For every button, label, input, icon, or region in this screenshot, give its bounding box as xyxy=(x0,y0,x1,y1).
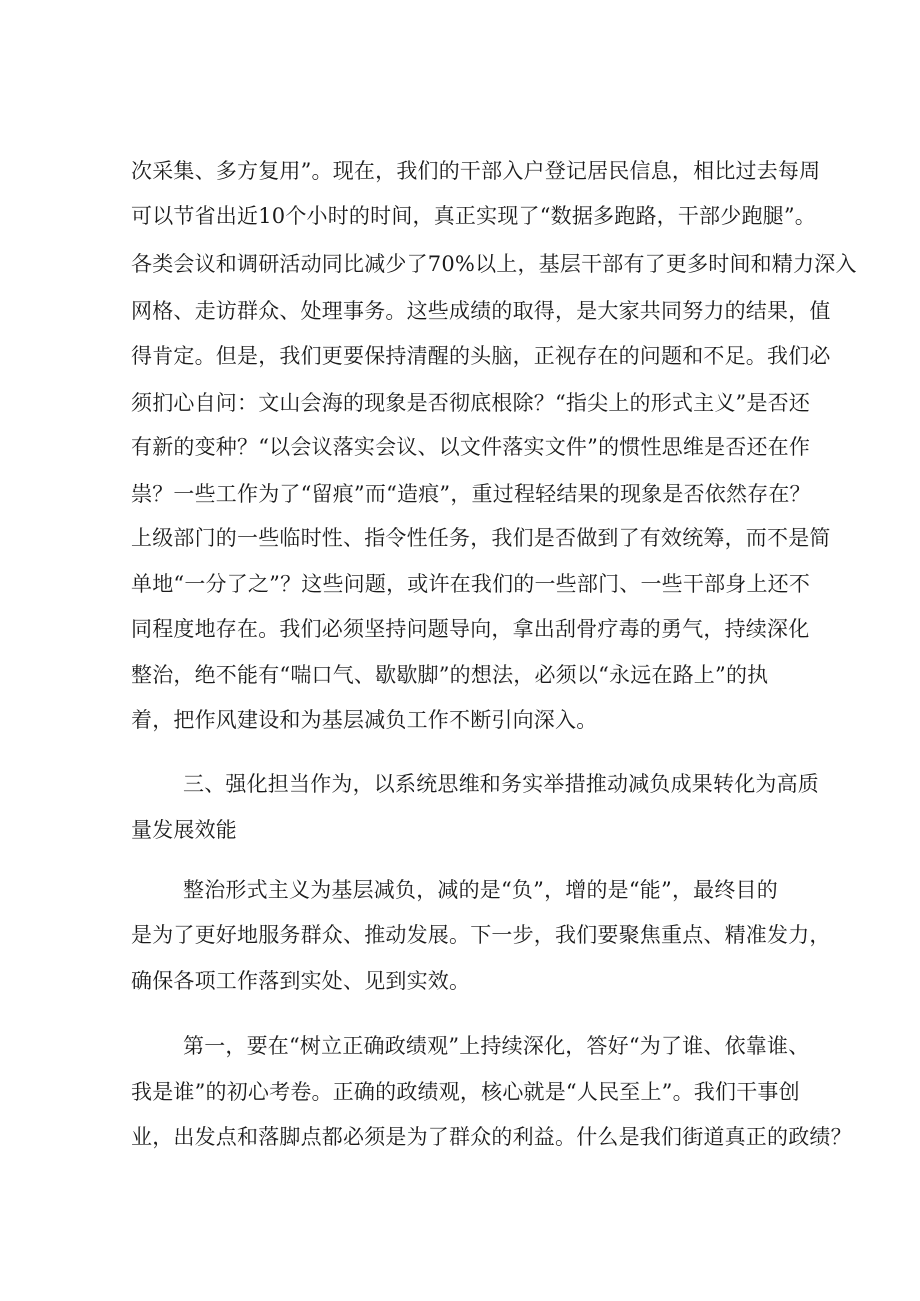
text-line: 次采集、多方复用”。现在，我们的干部入户登记居民信息，相比过去每周 xyxy=(131,159,821,183)
text-line: 可以节省出近10个小时的时间，真正实现了“数据多跑路，干部少跑腿”。 xyxy=(131,204,816,228)
heading-line: 量发展效能 xyxy=(131,818,237,842)
text-line: 各类会议和调研活动同比减少了70%以上，基层干部有了更多时间和精力深入 xyxy=(131,252,857,276)
heading-line: 三、强化担当作为，以系统思维和务实举措推动减负成果转化为高质 xyxy=(183,772,819,796)
text-line: 第一，要在“树立正确政绩观”上持续深化，答好“为了谁、依靠谁、 xyxy=(183,1034,810,1058)
text-line: 得肯定。但是，我们更要保持清醒的头脑，正视存在的问题和不足。我们必 xyxy=(131,344,831,368)
text-line: 整治，绝不能有“喘口气、歇歇脚”的想法，必须以“永远在路上”的执 xyxy=(131,663,769,687)
text-line: 整治形式主义为基层减负，减的是“负”，增的是“能”，最终目的 xyxy=(183,878,778,902)
text-line: 祟？一些工作为了“留痕”而“造痕”，重过程轻结果的现象是否依然存在？ xyxy=(131,482,811,506)
text-line: 上级部门的一些临时性、指令性任务，我们是否做到了有效统筹，而不是简 xyxy=(131,526,831,550)
text-line: 我是谁”的初心考卷。正确的政绩观，核心就是“人民至上”。我们干事创 xyxy=(131,1080,800,1104)
text-line: 单地“一分了之”？这些问题，或许在我们的一些部门、一些干部身上还不 xyxy=(131,572,811,596)
text-line: 同程度地存在。我们必须坚持问题导向，拿出刮骨疗毒的勇气，持续深化 xyxy=(131,617,810,641)
text-line: 有新的变种？“以会议落实会议、以文件落实文件”的惯性思维是否还在作 xyxy=(131,435,811,459)
text-line: 着，把作风建设和为基层减负工作不断引向深入。 xyxy=(131,708,598,732)
text-line: 是为了更好地服务群众、推动发展。下一步，我们要聚焦重点、精准发力， xyxy=(131,923,831,947)
text-line: 业，出发点和落脚点都必须是为了群众的利益。什么是我们街道真正的政绩？ xyxy=(131,1125,852,1149)
text-line: 须扪心自问：文山会海的现象是否彻底根除？“指尖上的形式主义”是否还 xyxy=(131,391,811,415)
text-line: 确保各项工作落到实处、见到实效。 xyxy=(131,969,471,993)
text-line: 网格、走访群众、处理事务。这些成绩的取得，是大家共同努力的结果，值 xyxy=(131,299,831,323)
